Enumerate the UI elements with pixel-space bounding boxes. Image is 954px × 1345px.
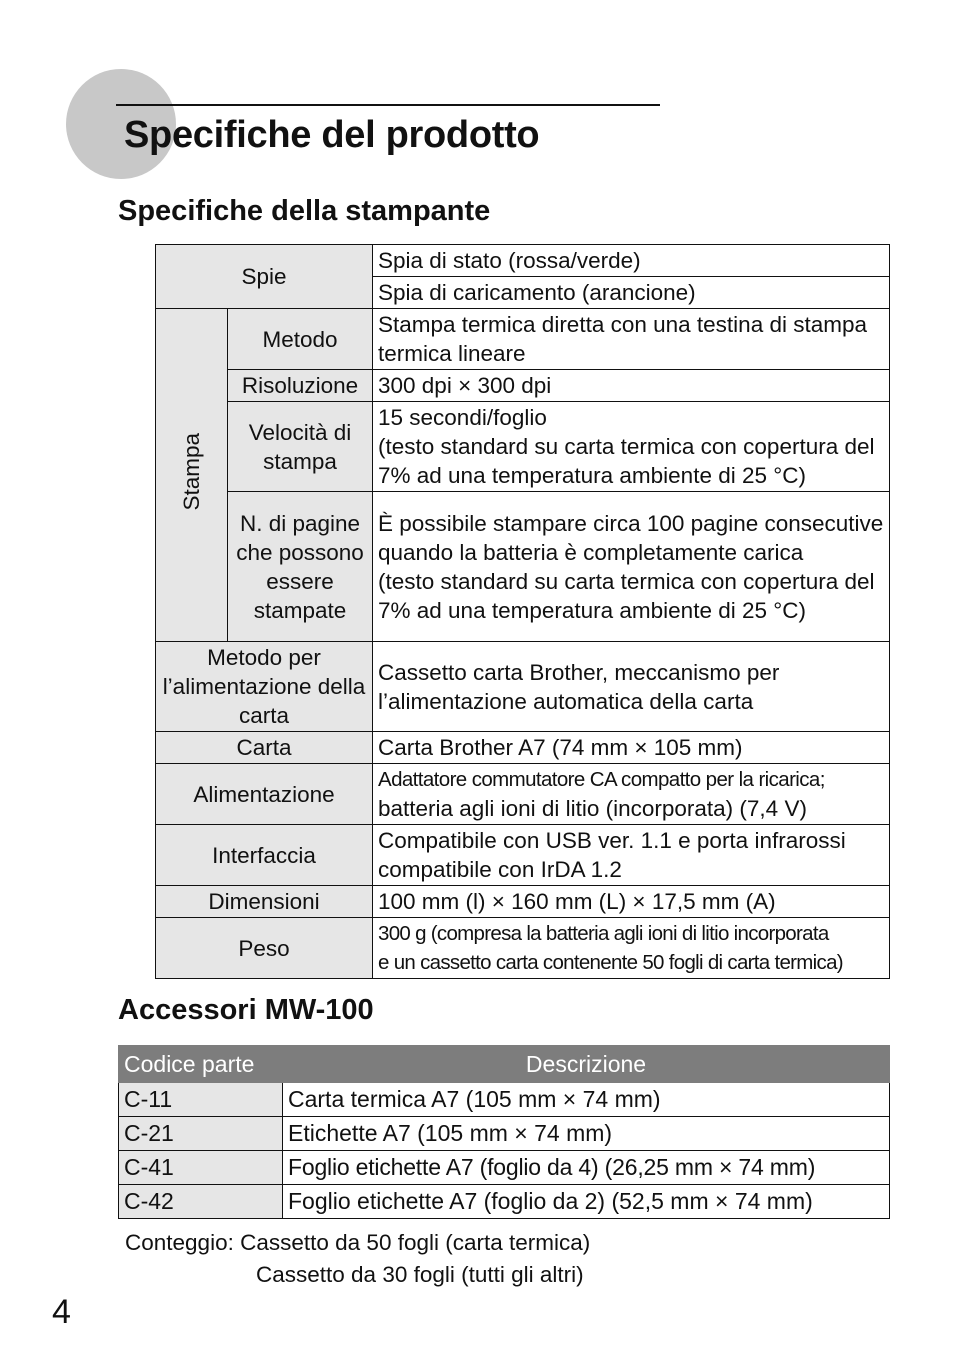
count-label: Conteggio:: [125, 1230, 234, 1255]
spec-label-risoluzione: Risoluzione: [228, 370, 373, 402]
spec-value-pagine-main: È possibile stampare circa 100 pagine consecutive quando la batteria è completamente carica: [378, 510, 884, 565]
accessories-header-code: Codice parte: [119, 1046, 283, 1083]
accessory-description: Foglio etichette A7 (foglio da 2) (52,5 mm × 74 mm): [283, 1185, 890, 1219]
accessory-code: C-41: [119, 1151, 283, 1185]
accessory-code: C-11: [119, 1083, 283, 1117]
spec-label-interfaccia: Interfaccia: [156, 825, 373, 886]
spec-value-alimentazione: [373, 764, 890, 825]
spec-group-stampa: [156, 309, 228, 642]
table-row: [119, 1117, 890, 1151]
spec-label-metodo: Metodo: [228, 309, 373, 370]
accessories-header-description: Descrizione: [283, 1046, 890, 1083]
spec-value-peso: [373, 918, 890, 979]
spec-label-pagine: N. di pagine che possono essere stampate: [228, 492, 373, 642]
spec-value-carta: Carta Brother A7 (74 mm × 105 mm): [373, 732, 890, 764]
spec-value-peso-1: 300 g (compresa la batteria agli ioni di litio incorporata: [378, 922, 829, 945]
accessory-code: C-42: [119, 1185, 283, 1219]
accessories-heading: Accessori MW-100: [118, 994, 374, 1026]
printer-specs-heading: Specifiche della stampante: [118, 195, 491, 227]
spec-label-peso: Peso: [156, 918, 373, 979]
accessory-description: Etichette A7 (105 mm × 74 mm): [283, 1117, 890, 1151]
spec-value-velocita-main: 15 secondi/foglio: [378, 405, 547, 430]
count-line-1: Cassetto da 50 fogli (carta termica): [240, 1230, 591, 1255]
spec-label-alimentazione-carta: Metodo per l’alimentazione della carta: [156, 642, 373, 732]
accessory-code: C-21: [119, 1117, 283, 1151]
spec-value-alimentazione-carta: Cassetto carta Brother, meccanismo per l’alimentazione automatica della carta: [373, 642, 890, 732]
spec-value-velocita: [373, 402, 890, 492]
spec-value-pagine: [373, 492, 890, 642]
accessories-table: [118, 1045, 890, 1219]
spec-label-dimensioni: Dimensioni: [156, 886, 373, 918]
spec-value-pagine-note: (testo standard su carta termica con copertura del 7% ad una temperatura ambiente di 25 °C): [378, 568, 875, 623]
accessory-description: Foglio etichette A7 (foglio da 4) (26,25 mm × 74 mm): [283, 1151, 890, 1185]
count-note: [125, 1227, 590, 1291]
spec-value-risoluzione: 300 dpi × 300 dpi: [373, 370, 890, 402]
accessories-header-row: [119, 1046, 890, 1083]
accessory-description: Carta termica A7 (105 mm × 74 mm): [283, 1083, 890, 1117]
spec-value-alimentazione-2: batteria agli ioni di litio (incorporata) (7,4 V): [378, 796, 807, 821]
printer-specs-table: [155, 244, 890, 979]
table-row: [119, 1185, 890, 1219]
page-number: 4: [52, 1293, 71, 1331]
table-row: [119, 1151, 890, 1185]
spec-value-spie-1: Spia di stato (rossa/verde): [373, 245, 890, 277]
spec-value-peso-2: e un cassetto carta contenente 50 fogli di carta termica): [378, 951, 843, 974]
spec-label-carta: Carta: [156, 732, 373, 764]
count-row-1: [125, 1227, 590, 1259]
spec-label-spie: Spie: [156, 245, 373, 309]
spec-value-interfaccia: Compatibile con USB ver. 1.1 e porta infrarossi compatibile con IrDA 1.2: [373, 825, 890, 886]
spec-label-alimentazione: Alimentazione: [156, 764, 373, 825]
page-title: Specifiche del prodotto: [124, 114, 540, 156]
spec-value-alimentazione-1: Adattatore commutatore CA compatto per la ricarica;: [378, 768, 825, 791]
spec-label-stampa: Stampa: [179, 432, 204, 511]
spec-value-spie-2: Spia di caricamento (arancione): [373, 277, 890, 309]
spec-value-dimensioni: 100 mm (l) × 160 mm (L) × 17,5 mm (A): [373, 886, 890, 918]
count-line-2: Cassetto da 30 fogli (tutti gli altri): [256, 1262, 584, 1287]
table-row: [119, 1083, 890, 1117]
title-rule: [116, 104, 660, 106]
spec-label-velocita: Velocità di stampa: [228, 402, 373, 492]
spec-value-velocita-note: (testo standard su carta termica con copertura del 7% ad una temperatura ambiente di 25 °C): [378, 434, 875, 488]
spec-value-metodo: Stampa termica diretta con una testina di stampa termica lineare: [373, 309, 890, 370]
